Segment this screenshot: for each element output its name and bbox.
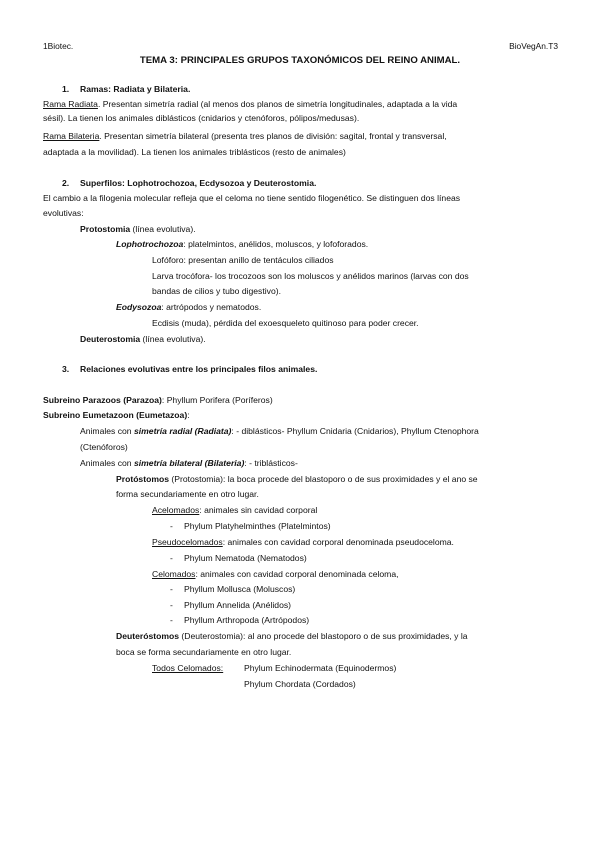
section-1-heading: 1. Ramas: Radiata y Bilateria. [62, 84, 191, 94]
protostomos-line-2: forma secundariamente en otro lugar. [116, 489, 259, 499]
lofoforo-line: Lofóforo: presentan anillo de tentáculos ciliados [152, 255, 334, 265]
dash-bullet: - [170, 521, 173, 531]
pseudocelomados-line: Pseudocelomados: animales con cavidad corporal denominada pseudoceloma. [152, 537, 454, 547]
ecdisis-line: Ecdisis (muda), pérdida del exoesqueleto quitinoso para poder crecer. [152, 318, 419, 328]
radiata-animals-line-1: Animales con simetría radial (Radiata): - diblásticos- Phyllum Cnidaria (Cnidarios), Phyllum Ctenophora [80, 426, 479, 436]
todos-celomados-line: Todos Celomados: [152, 663, 224, 673]
section-3-heading: 3. Relaciones evolutivas entre los principales filos animales. [62, 364, 318, 374]
radiata-line-2: sésil). La tienen los animales diblásticos (cnidarios y ctenóforos, pólipos/medusas). [43, 113, 360, 123]
eumetazoa-line: Subreino Eumetazoon (Eumetazoa): [43, 410, 190, 420]
deuterostomos-line-1: Deuteróstomos (Deuterostomia): al ano procede del blastoporo o de sus proximidades, y la [116, 631, 468, 641]
section-2-heading: 2. Superfilos: Lophotrochozoa, Ecdysozoa y Deuterostomia. [62, 178, 317, 188]
celomados-line: Celomados: animales con cavidad corporal denominada celoma, [152, 569, 399, 579]
deuterostomia-line: Deuterostomia (línea evolutiva). [80, 334, 206, 344]
header-code: BioVegAn.T3 [509, 41, 558, 51]
deuterostomos-line-2: boca se forma secundariamente en otro lugar. [116, 647, 292, 657]
celomados-item-3: - Phyllum Arthropoda (Artrópodos) [170, 615, 310, 625]
larva-line-2: bandas de cilios y tubo digestivo). [152, 286, 281, 296]
pseudocelomados-item: - Phylum Nematoda (Nematodos) [170, 553, 307, 563]
todos-item-1: Phylum Echinodermata (Equinodermos) [244, 663, 397, 673]
bilateria-line-1: Rama Bilateria. Presentan simetría bilateral (presenta tres planos de división: sagital, frontal y transversal, [43, 131, 447, 141]
dash-bullet: - [170, 553, 173, 563]
protostomia-line: Protostomia (línea evolutiva). [80, 224, 196, 234]
dash-bullet: - [170, 584, 173, 594]
header-course: 1Biotec. [43, 41, 74, 51]
celomados-item-1: - Phyllum Mollusca (Moluscos) [170, 584, 296, 594]
dash-bullet: - [170, 600, 173, 610]
bilateria-line-2: adaptada a la movilidad). La tienen los animales triblásticos (resto de animales) [43, 147, 346, 157]
dash-bullet: - [170, 615, 173, 625]
page-title: TEMA 3: PRINCIPALES GRUPOS TAXONÓMICOS DEL REINO ANIMAL. [139, 55, 461, 66]
radiata-animals-line-2: (Ctenóforos) [80, 442, 128, 452]
acelomados-item: - Phylum Platyhelminthes (Platelmintos) [170, 521, 331, 531]
bilateria-animals-line: Animales con simetría bilateral (Bilateria): - triblásticos- [80, 458, 298, 468]
ecdysozoa-line: Eodysozoa: artrópodos y nematodos. [116, 302, 262, 312]
larva-line-1: Larva trocófora- los trocozoos son los moluscos y anélidos marinos (larvas con dos [152, 271, 469, 281]
superfilos-intro-1: El cambio a la filogenia molecular refleja que el celoma no tiene sentido filogenético. Se distinguen dos líneas [43, 193, 461, 203]
lophotrochozoa-line: Lophotrochozoa: platelmintos, anélidos, moluscos, y lofoforados. [116, 239, 369, 249]
celomados-item-2: - Phyllum Annelida (Anélidos) [170, 600, 292, 610]
parazoa-line: Subreino Parazoos (Parazoa): Phyllum Porifera (Poríferos) [43, 395, 273, 405]
todos-item-2: Phylum Chordata (Cordados) [244, 679, 356, 689]
bilateria-term: Rama Bilateria [43, 131, 100, 141]
radiata-line-1: Rama Radiata. Presentan simetría radial (al menos dos planos de simetría longitudinales, adaptada a la vida [43, 99, 458, 109]
protostomos-line-1: Protóstomos (Protostomia): la boca procede del blastoporo o de sus proximidades y el ano se [116, 474, 478, 484]
superfilos-intro-2: evolutivas: [43, 208, 84, 218]
acelomados-line: Acelomados: animales sin cavidad corporal [152, 505, 318, 515]
radiata-term: Rama Radiata [43, 99, 98, 109]
